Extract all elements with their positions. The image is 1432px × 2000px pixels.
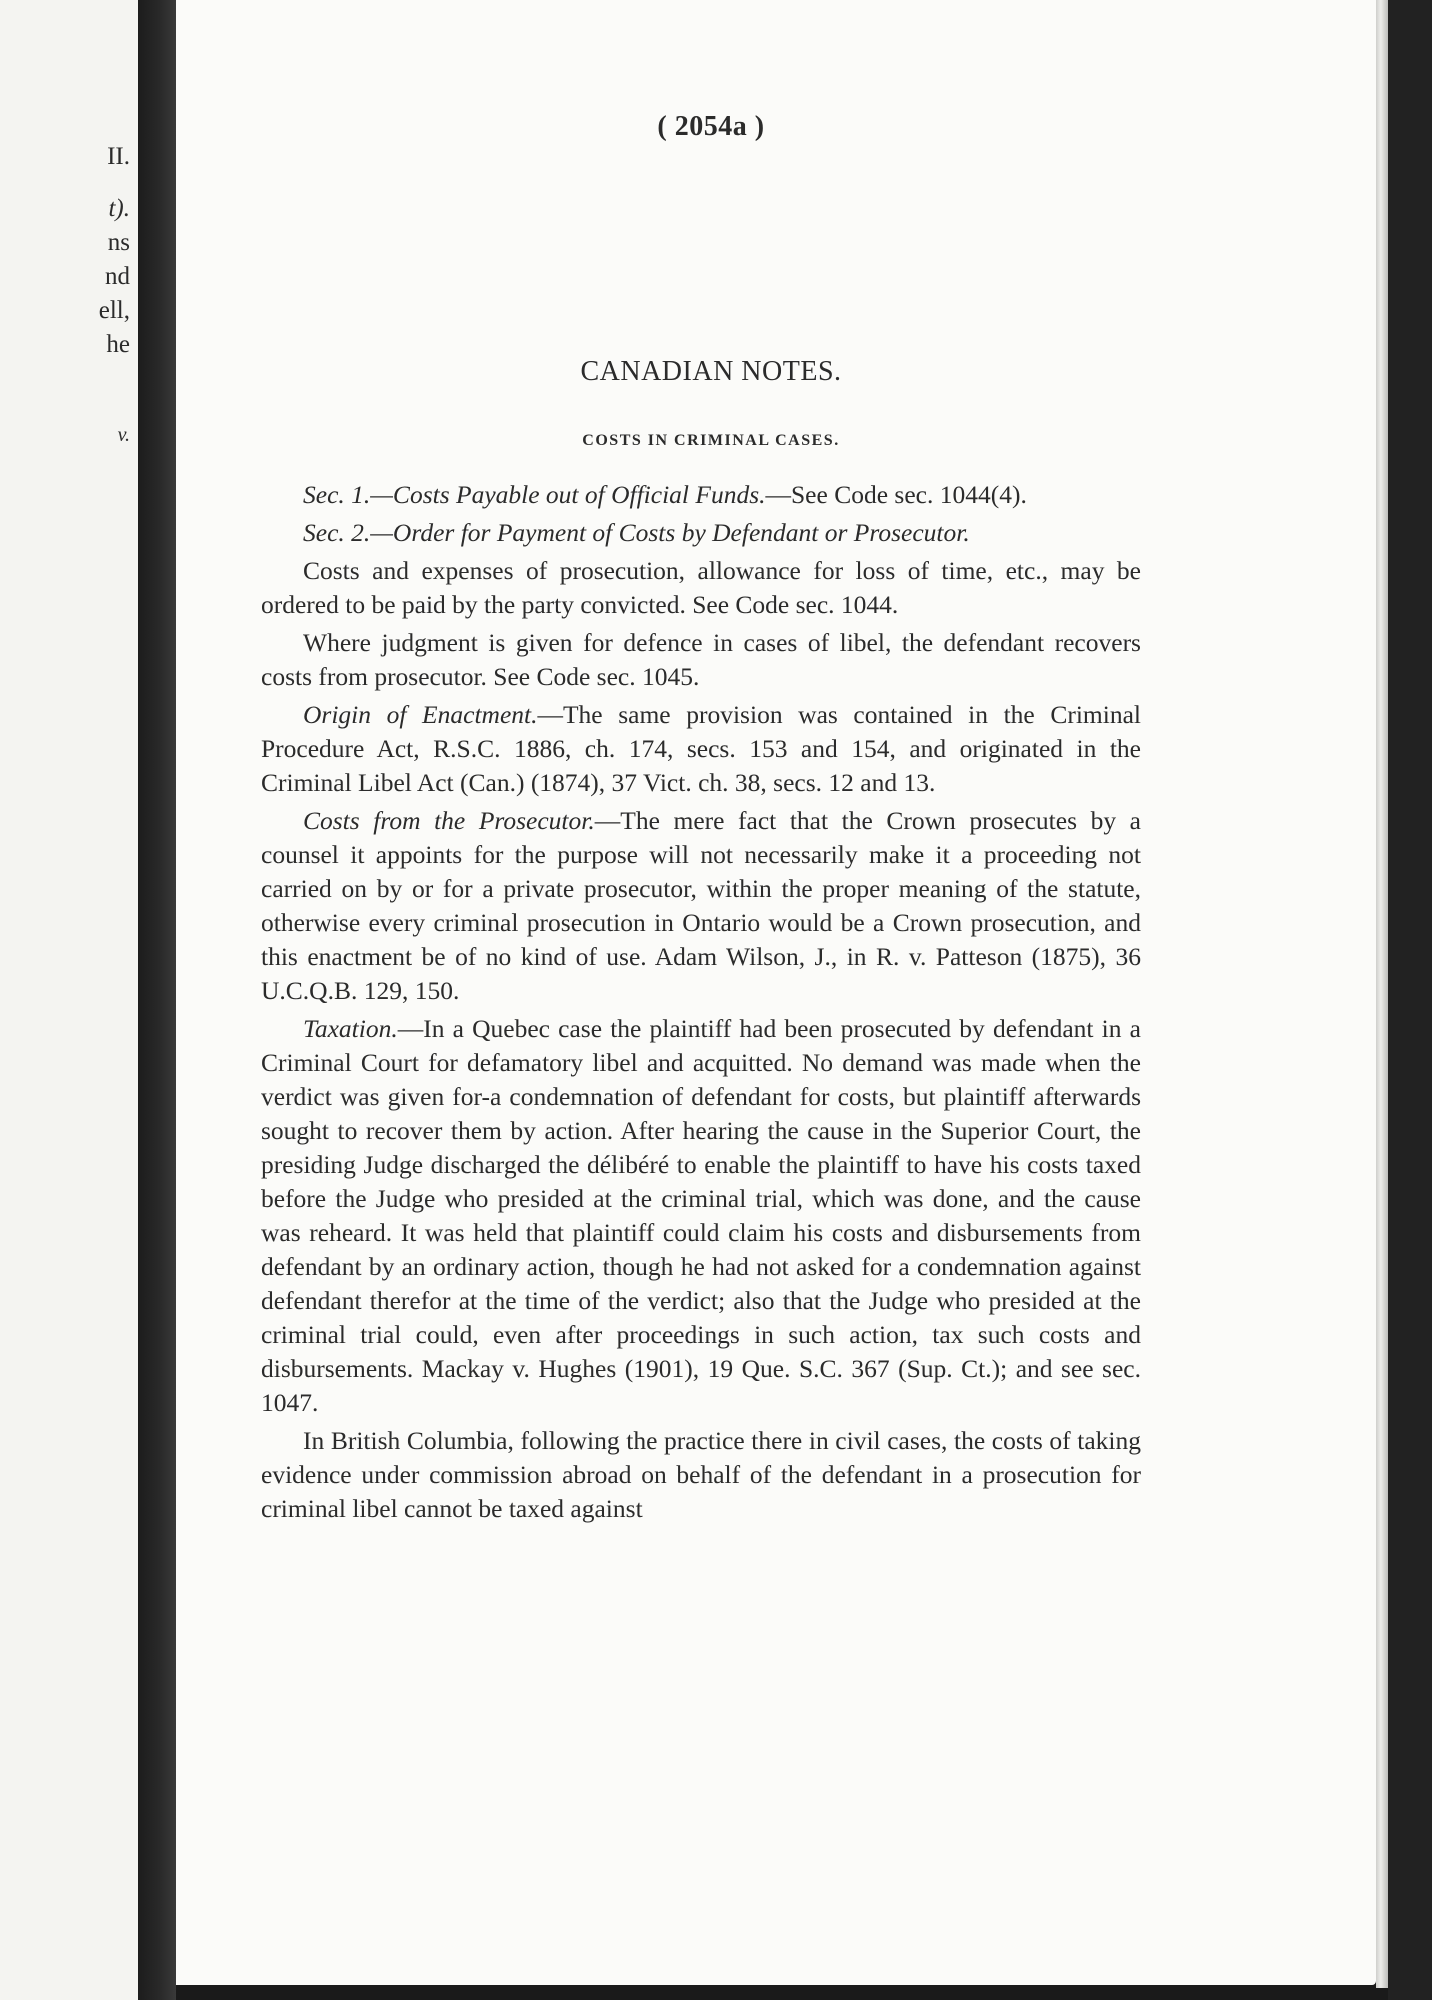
paragraph-text: —See Code sec. 1044(4). xyxy=(765,480,1027,509)
facing-page-line: ns xyxy=(107,229,130,256)
page-number: ( 2054a ) xyxy=(657,111,765,142)
paragraph-label: Sec. 2.—Order for Payment of Costs by Defendant or Prosecutor. xyxy=(303,518,970,547)
paragraph xyxy=(261,1424,1141,1526)
paragraph-text: —The same provision was contained in the Criminal Procedure Act, R.S.C. 1886, ch. 174, secs. 153 and 154, and originated in the Criminal Libel Act (Can.) (1874), 37 Vict. ch. 38, secs. 12 and 13. xyxy=(261,700,1142,797)
paragraph xyxy=(261,516,1141,550)
page-edge xyxy=(1376,0,1388,1988)
paragraph-text: Costs and expenses of prosecution, allowance for loss of time, etc., may be ordered to be paid by the party convicted. See Code sec. 1044. xyxy=(261,556,1141,619)
paragraph xyxy=(261,478,1141,512)
section-heading: CANADIAN NOTES. xyxy=(580,356,842,387)
paragraph xyxy=(261,698,1141,800)
paragraph xyxy=(261,1012,1141,1420)
facing-page-fragment xyxy=(0,0,138,2000)
paragraph-text: —The mere fact that the Crown prosecutes by a counsel it appoints for the purpose will not necessarily make it a proceeding not carried on by or for a private prosecutor, within the proper meaning of the statute, otherwise every criminal prosecution in Ontario would be a Crown prosecution, and this enactment be of no kind of use. Adam Wilson, J., in R. v. Patteson (1875), 36 U.C.Q.B. 129, 150. xyxy=(261,806,1141,1005)
paragraph xyxy=(261,626,1141,694)
facing-page-line: v. xyxy=(117,424,130,446)
paragraph-text: —In a Quebec case the plaintiff had been prosecuted by defendant in a Criminal Court for defamatory libel and acquitted. No demand was made when the verdict was given for-a condemnation of defendant for costs, but plaintiff afterwards sought to recover them by action. After hearing the cause in the Superior Court, the presiding Judge discharged the délibéré to enable the plaintiff to have his costs taxed before the Judge who presided at the criminal trial, which was done, and the cause was reheard. It was held that plaintiff could claim his costs and disbursements from defendant by an ordinary action, though he had not asked for a condemnation against defendant therefor at the time of the verdict; also that the Judge who presided at the criminal trial could, even after proceedings in such action, tax such costs and disbursements. Mackay v. Hughes (1901), 19 Que. S.C. 367 (Sup. Ct.); and see sec. 1047. xyxy=(261,1014,1141,1417)
facing-page-line: t). xyxy=(108,195,130,222)
paragraph-text: Where judgment is given for defence in cases of libel, the defendant recovers costs from prosecutor. See Code sec. 1045. xyxy=(261,628,1141,691)
paragraph xyxy=(261,804,1141,1008)
paragraph-text: In British Columbia, following the practice there in civil cases, the costs of taking evidence under commission abroad on behalf of the defendant in a prosecution for criminal libel cannot be taxed against xyxy=(261,1426,1141,1523)
paragraph-label: Origin of Enactment. xyxy=(303,700,538,729)
section-subheading: COSTS IN CRIMINAL CASES. xyxy=(582,432,840,449)
facing-page-line: ell, xyxy=(98,297,130,324)
book-gutter xyxy=(138,0,176,2000)
paragraph-label: Taxation. xyxy=(303,1014,398,1043)
facing-page-line: nd xyxy=(105,263,130,290)
paragraph xyxy=(261,554,1141,622)
scan-background xyxy=(1388,0,1432,2000)
facing-page-line: he xyxy=(106,331,130,358)
paragraph-label: Costs from the Prosecutor. xyxy=(303,806,595,835)
facing-page-line: II. xyxy=(107,143,130,170)
body-text xyxy=(261,478,1141,1526)
paragraph-label: Sec. 1.—Costs Payable out of Official Funds. xyxy=(303,480,766,509)
